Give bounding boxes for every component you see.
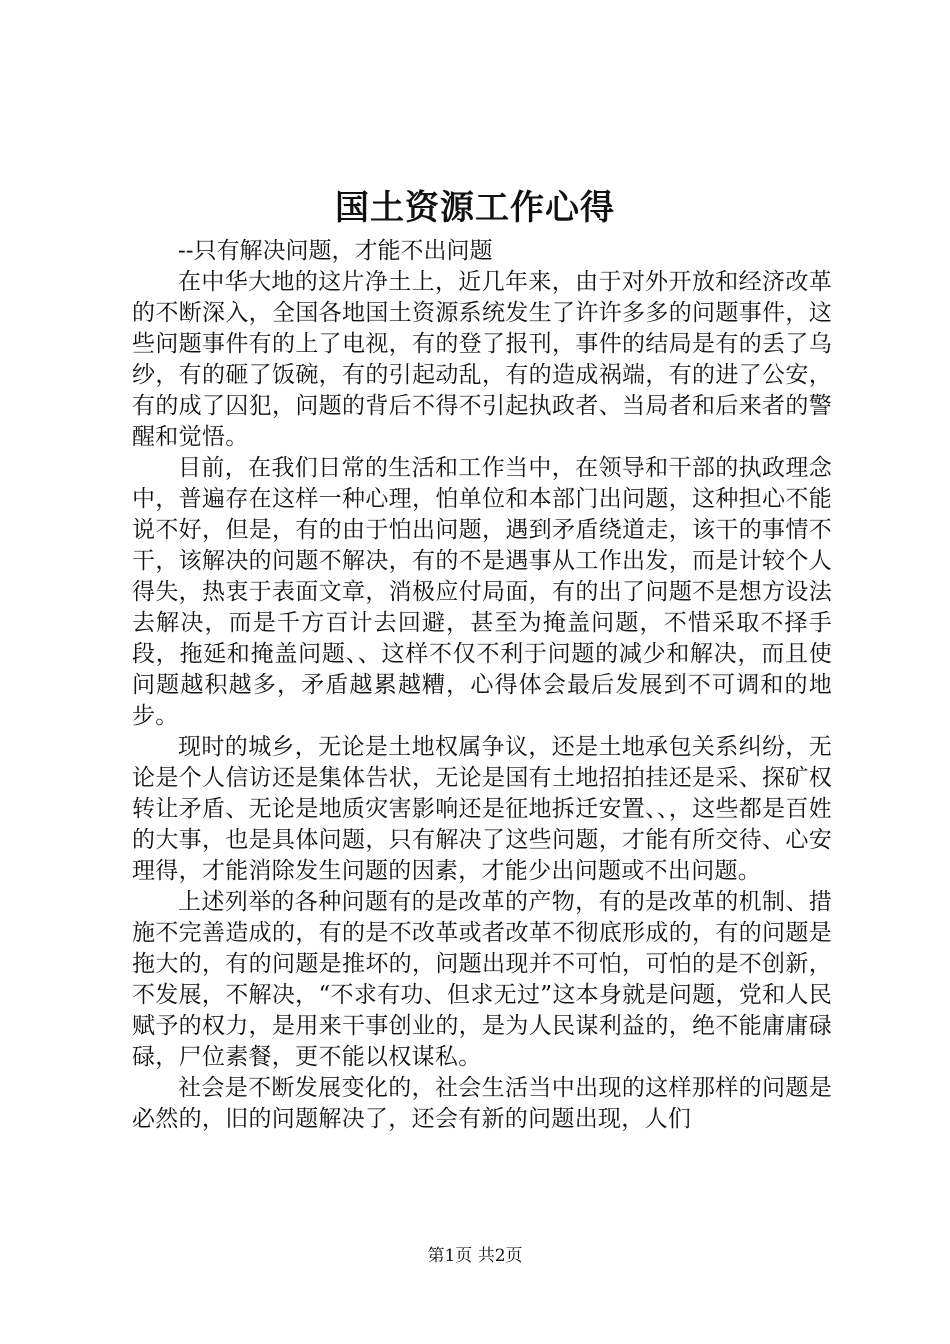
paragraph-2: 目前，在我们日常的生活和工作当中，在领导和干部的执政理念中，普遍存在这样一种心理，怕单位和本部门出问题，这种担心不能说不好，但是，有的由于怕出问题，遇到矛盾绕道走，该干的事情不干，该解决的问题不解决，有的不是遇事从工作出发，而是计较个人得失，热衷于表面文章，消极应付局面，有的出了问题不是想方设法去解决，而是千方百计去回避，甚至为掩盖问题，不惜采取不择手段，拖延和掩盖问题、、这样不仅不利于问题的减少和解决，而且使问题越积越多，矛盾越累越糟，心得体会最后发展到不可调和的地步。 [132, 455, 832, 729]
paragraph-1: 在中华大地的这片净土上，近几年来，由于对外开放和经济改革的不断深入，全国各地国土资源系统发生了许许多多的问题事件，这些问题事件有的上了电视，有的登了报刊，事件的结局是有的丢了乌纱，有的砸了饭碗，有的引起动乱，有的造成祸端，有的进了公安，有的成了囚犯，问题的背后不得不引起执政者、当局者和后来者的警醒和觉悟。 [132, 269, 832, 450]
paragraph-5: 社会是不断发展变化的，社会生活当中出现的这样那样的问题是必然的，旧的问题解决了，还会有新的问题出现，人们 [132, 1075, 832, 1132]
page-number-footer: 第1页 共2页 [427, 1246, 523, 1266]
paragraph-3: 现时的城乡，无论是土地权属争议，还是土地承包关系纠纷，无论是个人信访还是集体告状，无论是国有土地招拍挂还是采、探矿权转让矛盾、无论是地质灾害影响还是征地拆迁安置、、，这些都是百姓的大事，也是具体问题，只有解决了这些问题，才能有所交待、心安理得，才能消除发生问题的因素，才能少出问题或不出问题。 [132, 734, 832, 884]
document-body [132, 236, 832, 1135]
document-title: 国土资源工作心得 [335, 188, 615, 228]
document-subtitle: --只有解决问题，才能不出问题 [178, 238, 493, 264]
paragraph-4: 上述列举的各种问题有的是改革的产物，有的是改革的机制、措施不完善造成的，有的是不改革或者改革不彻底形成的，有的问题是拖大的，有的问题是推坏的，问题出现并不可怕，可怕的是不创新，不发展，不解决，“不求有功、但求无过”这本身就是问题，党和人民赋予的权力，是用来干事创业的，是为人民谋利益的，绝不能庸庸碌碌，尸位素餐，更不能以权谋私。 [132, 889, 832, 1070]
